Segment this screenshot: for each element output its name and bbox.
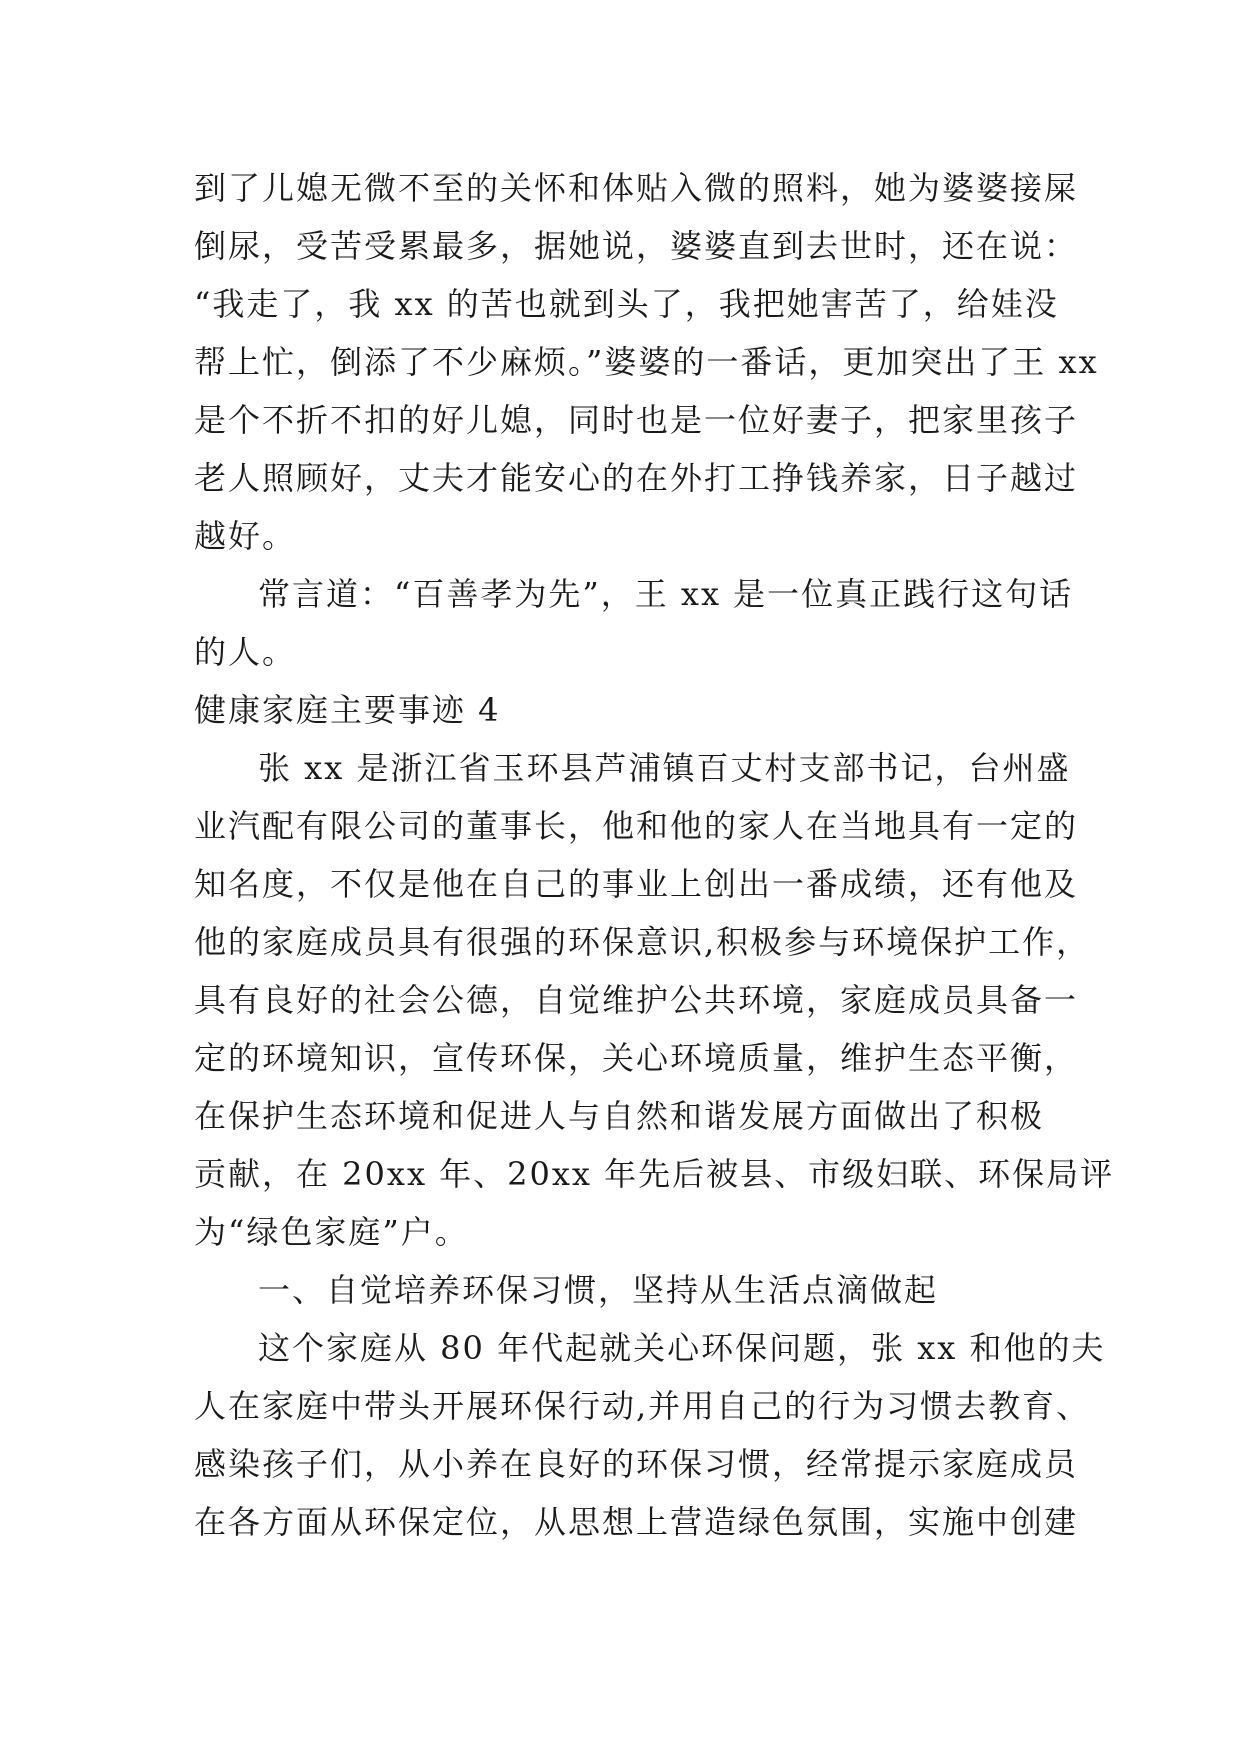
text-line: 感染孩子们，从小养在良好的环保习惯，经常提示家庭成员 bbox=[194, 1445, 1079, 1483]
text-line: 健康家庭主要事迹 4 bbox=[194, 691, 501, 729]
text-line: 越好。 bbox=[194, 517, 297, 555]
text-line: 贡献，在 20xx 年、20xx 年先后被县、市级妇联、环保局评 bbox=[194, 1155, 1115, 1193]
text-line: 老人照顾好，丈夫才能安心的在外打工挣钱养家，日子越过 bbox=[194, 459, 1079, 497]
text-line: 定的环境知识，宣传环保，关心环境质量，维护生态平衡， bbox=[194, 1039, 1079, 1077]
text-line: “我走了，我 xx 的苦也就到头了，我把她害苦了，给娃没 bbox=[194, 285, 1059, 323]
text-line: 的人。 bbox=[194, 633, 297, 671]
text-line: 具有良好的社会公德，自觉维护公共环境，家庭成员具备一 bbox=[194, 981, 1079, 1019]
text-line: 张 xx 是浙江省玉环县芦浦镇百丈村支部书记，台州盛 bbox=[258, 749, 1071, 787]
text-line: 是个不折不扣的好儿媳，同时也是一位好妻子，把家里孩子 bbox=[194, 401, 1079, 439]
text-line: 知名度，不仅是他在自己的事业上创出一番成绩，还有他及 bbox=[194, 865, 1079, 903]
text-line: 常言道：“百善孝为先”，王 xx 是一位真正践行这句话 bbox=[258, 575, 1074, 613]
text-line: 他的家庭成员具有很强的环保意识,积极参与环境保护工作， bbox=[194, 923, 1091, 961]
text-line: 倒尿，受苦受累最多，据她说，婆婆直到去世时，还在说： bbox=[194, 227, 1079, 265]
text-line: 为“绿色家庭”户。 bbox=[194, 1213, 469, 1251]
text-line: 这个家庭从 80 年代起就关心环保问题，张 xx 和他的夫 bbox=[258, 1329, 1106, 1367]
document-body bbox=[194, 159, 1115, 1551]
text-line: 在各方面从环保定位，从思想上营造绿色氛围，实施中创建 bbox=[194, 1503, 1079, 1541]
text-line: 一、自觉培养环保习惯，坚持从生活点滴做起 bbox=[258, 1271, 939, 1309]
text-line: 在保护生态环境和促进人与自然和谐发展方面做出了积极 bbox=[194, 1097, 1045, 1135]
text-line: 人在家庭中带头开展环保行动,并用自己的行为习惯去教育、 bbox=[194, 1387, 1091, 1425]
text-line: 帮上忙，倒添了不少麻烦。”婆婆的一番话，更加突出了王 xx bbox=[194, 343, 1099, 381]
text-line: 业汽配有限公司的董事长，他和他的家人在当地具有一定的 bbox=[194, 807, 1079, 845]
text-line: 到了儿媳无微不至的关怀和体贴入微的照料，她为婆婆接屎 bbox=[194, 169, 1079, 207]
